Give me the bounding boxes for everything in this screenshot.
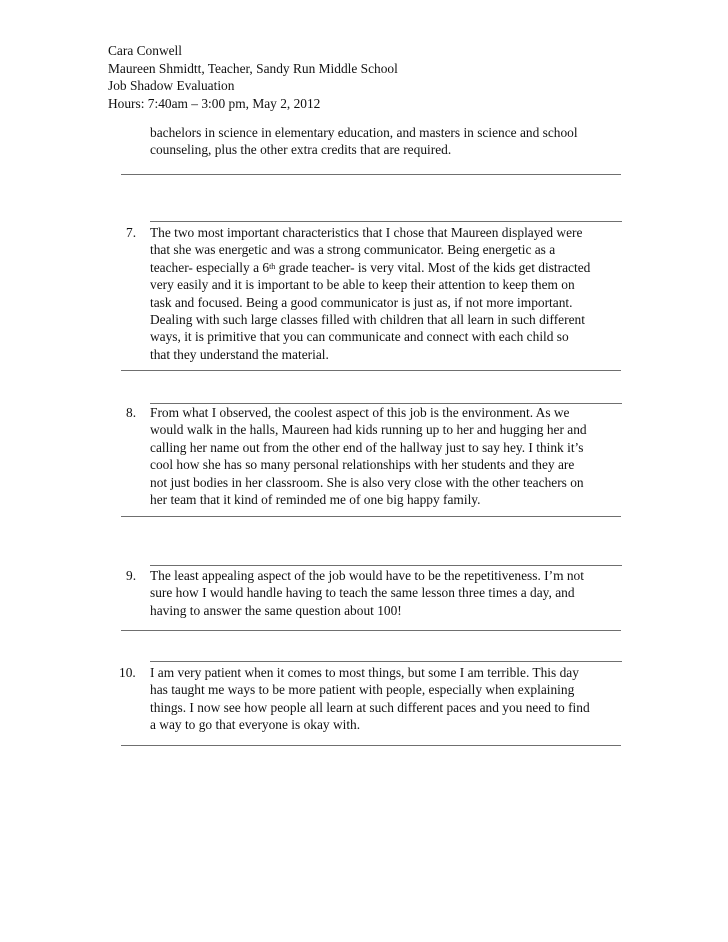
document-header [108,42,398,112]
item-number: 10. [119,665,136,680]
text-line: not just bodies in her classroom. She is also very close with the other teachers on [150,474,584,490]
item-8-paragraph [150,404,622,508]
document-title: Job Shadow Evaluation [108,78,235,94]
text-line: The two most important characteristics that I chose that Maureen displayed were [150,225,583,240]
text-line: has taught me ways to be more patient with people, especially when explaining [150,682,575,698]
text-line: having to answer the same question about 100! [150,602,402,618]
text-line: task and focused. Being a good communicator is just as, if not more important. [150,294,573,310]
answer-rule [121,370,621,371]
text-line: ways, it is primitive that you can communicate and connect with each child so [150,329,569,345]
text-line: Dealing with such large classes filled with children that all learn in such different [150,312,585,328]
text-line: From what I observed, the coolest aspect of this job is the environment. As we [150,405,570,420]
text-line: counseling, plus the other extra credits that are required. [150,142,452,158]
text-line: I am very patient when it comes to most things, but some I am terrible. This day [150,665,579,680]
text-line [150,259,622,276]
item-7-paragraph [150,224,622,363]
text-line: would walk in the halls, Maureen had kids running up to her and hugging her and [150,422,587,438]
text-line: The least appealing aspect of the job would have to be the repetitiveness. I’m not [150,568,584,583]
hours-line: Hours: 7:40am – 3:00 pm, May 2, 2012 [108,95,321,111]
text-line: that they understand the material. [150,346,329,362]
text-segment: grade teacher- is very vital. Most of the kids get distracted [275,259,591,275]
answer-rule [121,745,621,746]
answer-rule [150,565,622,566]
item-number: 9. [126,568,137,583]
item-9-paragraph [150,567,622,619]
text-line: cool how she has so many personal relationships with her students and they are [150,457,575,473]
text-line: very easily and it is important to be able to keep their attention to keep them on [150,277,575,293]
text-line: a way to go that everyone is okay with. [150,717,361,733]
author-name: Cara Conwell [108,43,183,58]
answer-rule [121,516,621,517]
text-line: sure how I would handle having to teach the same lesson three times a day, and [150,585,575,601]
item-number: 7. [126,225,137,240]
text-line: calling her name out from the other end of the hallway just to say hey. I think it’s [150,439,584,455]
text-line: bachelors in science in elementary education, and masters in science and school [150,125,578,140]
answer-rule [121,630,621,631]
text-line: her team that it kind of reminded me of one big happy family. [150,492,481,508]
superscript: th [269,261,276,271]
item-10-paragraph [150,664,622,734]
text-segment: teacher- especially a 6 [150,259,270,275]
answer-rule [150,661,622,662]
text-line: things. I now see how people all learn at such different paces and you need to find [150,699,590,715]
answer-rule [150,221,622,222]
mentor-line: Maureen Shmidtt, Teacher, Sandy Run Middle School [108,60,398,76]
item-number: 8. [126,405,137,420]
continuation-paragraph [150,124,622,159]
text-line: that she was energetic and was a strong communicator. Being energetic as a [150,242,556,258]
answer-rule [121,174,621,175]
